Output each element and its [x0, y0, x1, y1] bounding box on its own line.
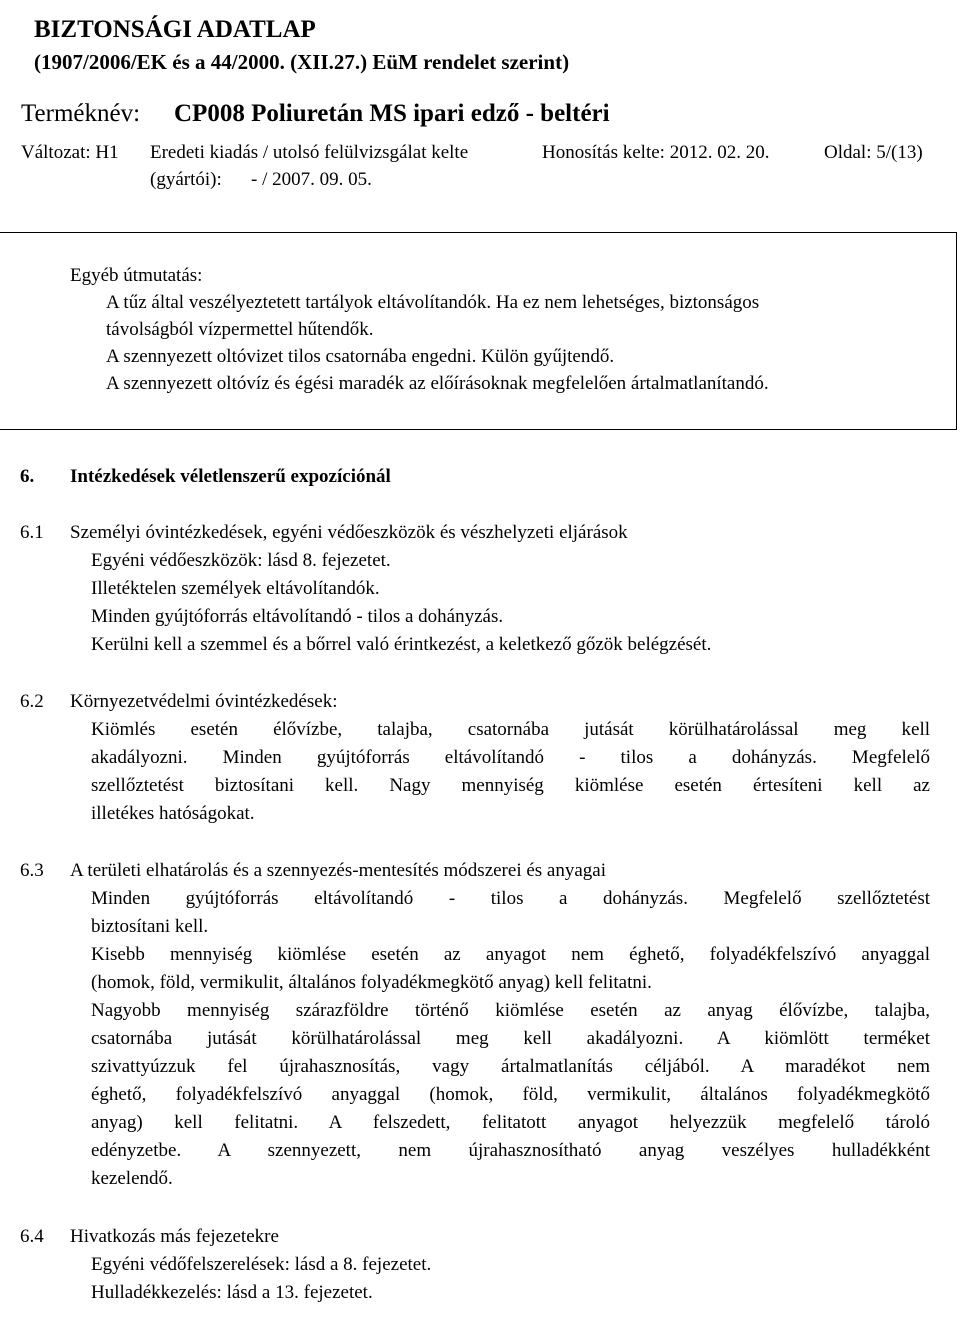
version: Változat: H1 — [21, 142, 119, 163]
paragraph-line: szellőztetést biztosítani kell. Nagy mennyiség kiömlése esetén értesíteni kell az — [91, 775, 930, 796]
paragraph-line: Minden gyújtóforrás eltávolítandó - tilos a dohányzás. — [91, 606, 504, 627]
box-line: A szennyezett oltóvizet tilos csatornába engedni. Külön gyűjtendő. — [106, 346, 615, 367]
section-number: 6. — [20, 466, 35, 487]
paragraph-line: edényzetbe. A szennyezett, nem újrahasznosítható anyag veszélyes hulladékként — [91, 1140, 930, 1161]
box-line: távolságból vízpermettel hűtendők. — [106, 319, 374, 340]
subsection-title: Hivatkozás más fejezetekre — [70, 1226, 279, 1247]
section-title: Intézkedések véletlenszerű expozíciónál — [70, 466, 391, 487]
paragraph-line: kezelendő. — [91, 1168, 173, 1189]
subsection-title: Környezetvédelmi óvintézkedések: — [70, 691, 338, 712]
paragraph-line: Kiömlés esetén élővízbe, talajba, csatornába jutását körülhatárolással meg kell — [91, 719, 930, 740]
paragraph-line: (homok, föld, vermikulit, általános folyadékmegkötő anyag) kell felitatni. — [91, 972, 652, 993]
paragraph-line: Nagyobb mennyiség szárazföldre történő kiömlése esetén az anyag élővízbe, talajba, — [91, 1000, 930, 1021]
issue-label-2: (gyártói): — [150, 169, 222, 190]
paragraph-line: akadályozni. Minden gyújtóforrás eltávolítandó - tilos a dohányzás. Megfelelő — [91, 747, 930, 768]
subsection-number: 6.2 — [20, 691, 44, 712]
box-line: A szennyezett oltóvíz és égési maradék az előírásoknak megfelelően ártalmatlanítandó. — [106, 373, 769, 394]
subsection-number: 6.4 — [20, 1226, 44, 1247]
paragraph-line: Kerülni kell a szemmel és a bőrrel való érintkezést, a keletkező gőzök belégzését. — [91, 634, 712, 655]
issue-date: - / 2007. 09. 05. — [251, 169, 372, 190]
page-number: Oldal: 5/(13) — [824, 142, 923, 163]
box-heading: Egyéb útmutatás: — [70, 265, 203, 286]
subsection-number: 6.3 — [20, 860, 44, 881]
paragraph-line: Minden gyújtóforrás eltávolítandó - tilos a dohányzás. Megfelelő szellőztetést — [91, 888, 930, 909]
document-title: BIZTONSÁGI ADATLAP — [34, 16, 316, 43]
paragraph-line: Illetéktelen személyek eltávolítandók. — [91, 578, 380, 599]
paragraph-line: éghető, folyadékfelszívó anyaggal (homok, föld, vermikulit, általános folyadékmegkötő — [91, 1084, 930, 1105]
paragraph-line: Egyéni védőeszközök: lásd 8. fejezetet. — [91, 550, 391, 571]
box-line: A tűz által veszélyeztetett tartályok eltávolítandók. Ha ez nem lehetséges, biztonságos — [106, 292, 760, 313]
document-subtitle: (1907/2006/EK és a 44/2000. (XII.27.) EüM rendelet szerint) — [34, 50, 570, 74]
product-name: CP008 Poliuretán MS ipari edző - beltéri — [174, 100, 610, 127]
paragraph-line: szivattyúzzuk fel újrahasznosítás, vagy ártalmatlanítás céljából. A maradékot nem — [91, 1056, 930, 1077]
paragraph-line: Egyéni védőfelszerelések: lásd a 8. fejezetet. — [91, 1254, 432, 1275]
paragraph-line: Hulladékkezelés: lásd a 13. fejezetet. — [91, 1282, 373, 1303]
paragraph-line: biztosítani kell. — [91, 916, 209, 937]
subsection-title: Személyi óvintézkedések, egyéni védőeszközök és vészhelyzeti eljárások — [70, 522, 628, 543]
paragraph-line: anyag) kell felitatni. A felszedett, felitatott anyagot helyezzük megfelelő tároló — [91, 1112, 930, 1133]
issue-label: Eredeti kiadás / utolsó felülvizsgálat kelte — [150, 142, 469, 163]
paragraph-line: illetékes hatóságokat. — [91, 803, 255, 824]
localization-date: Honosítás kelte: 2012. 02. 20. — [542, 142, 770, 163]
product-label: Terméknév: — [21, 100, 141, 127]
subsection-title: A területi elhatárolás és a szennyezés-mentesítés módszerei és anyagai — [70, 860, 606, 881]
subsection-number: 6.1 — [20, 522, 44, 543]
paragraph-line: Kisebb mennyiség kiömlése esetén az anyagot nem éghető, folyadékfelszívó anyaggal — [91, 944, 930, 965]
paragraph-line: csatornába jutását körülhatárolással meg kell akadályozni. A kiömlött terméket — [91, 1028, 930, 1049]
